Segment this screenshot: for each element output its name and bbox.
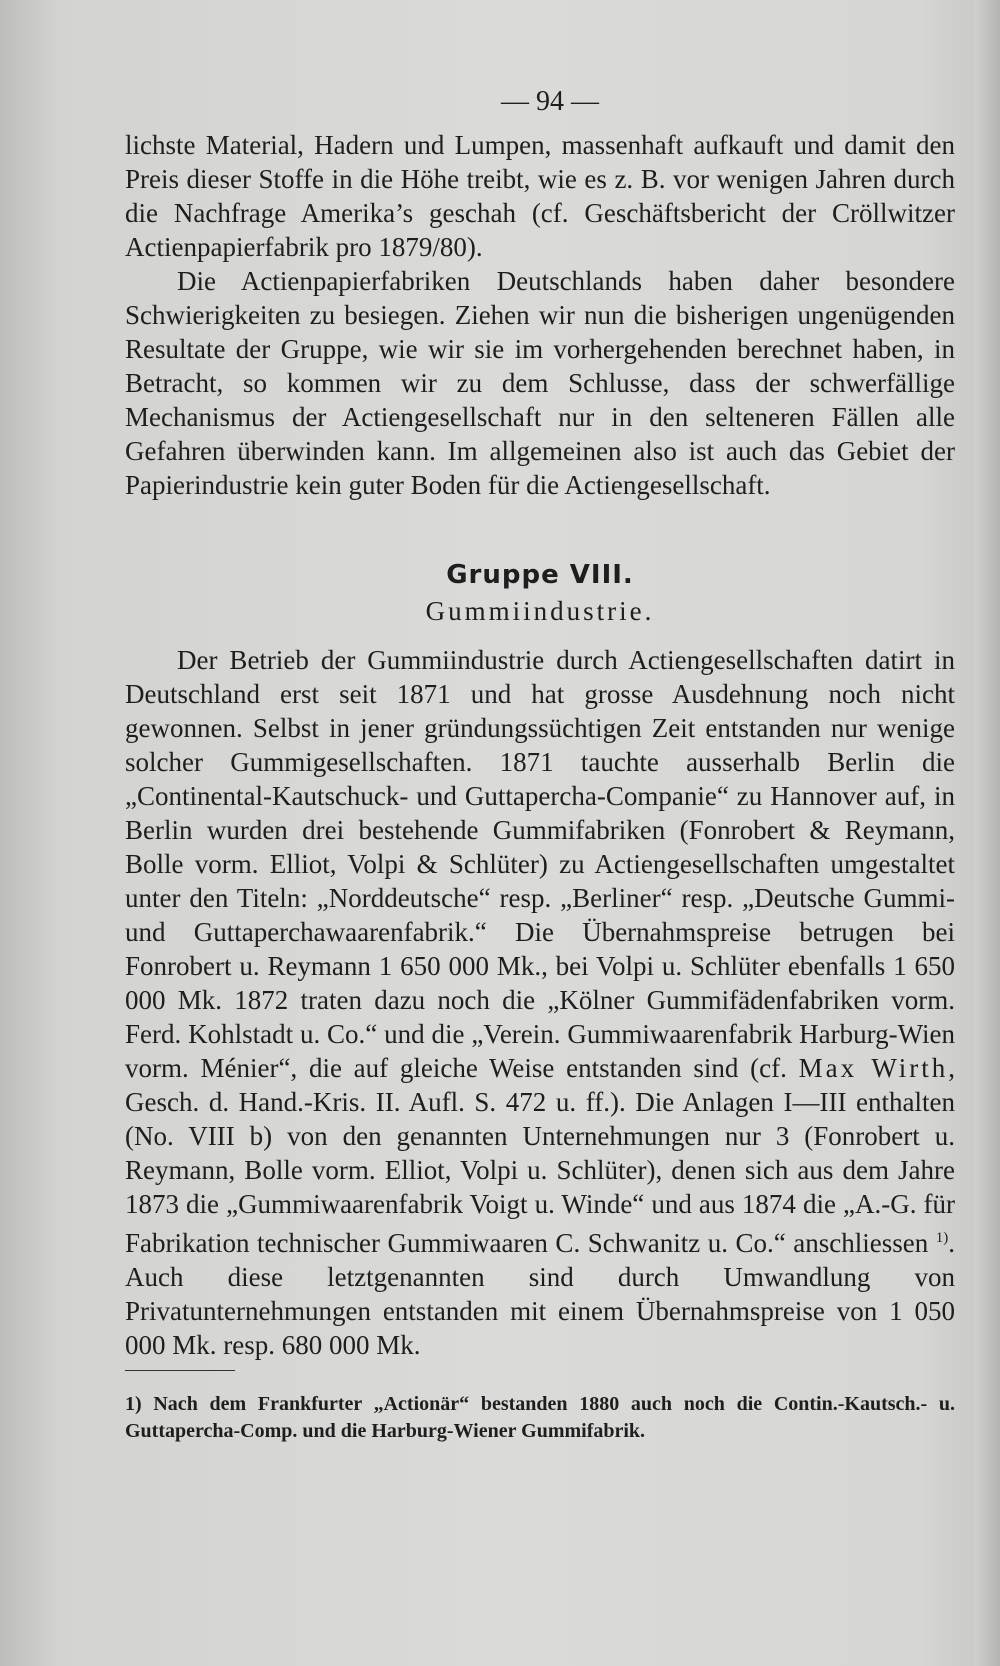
footnote-marker: 1) bbox=[125, 1393, 142, 1415]
body-text-part1: Der Betrieb der Gummiindustrie durch Actiengesellschaften datirt in Deutschland erst seit 1871 und hat grosse Ausdehnung noch nicht gewonnen. Selbst in jener gründungssüchtigen Zeit entstanden nur wenige solcher Gummigesellschaften. 1871 tauchte ausserhalb Berlin die „Continental-Kautschuck- und Guttapercha-Companie“ zu Hannover auf, in Berlin wurden drei bestehende Gummifabriken (Fonrobert & Reymann, Bolle vorm. Elliot, Volpi & Schlüter) zu Actiengesellschaften umgestaltet unter den Titeln: „Norddeutsche“ resp. „Berliner“ resp. „Deutsche Gummi- und Guttaperchawaarenfabrik.“ Die Übernahmspreise betrugen bei Fonrobert u. Reymann 1 650 000 Mk., bei Volpi u. Schlüter ebenfalls 1 650 000 Mk. 1872 traten dazu noch die „Kölner Gummifädenfabriken vorm. Ferd. Kohlstadt u. Co.“ und die „Verein. Gummiwaarenfabrik Harburg-Wien vorm. Ménier“, die auf gleiche Weise entstanden sind (cf. bbox=[125, 645, 955, 1083]
page-edge-shadow bbox=[974, 0, 1000, 1666]
footnote bbox=[125, 1391, 955, 1445]
section-heading: Gruppe VIII. bbox=[446, 560, 634, 590]
body-text-part3: . Auch diese letztgenannten sind durch Umwandlung von Privatunternehmungen entstanden mit einem Übernahmspreise von 1 050 000 Mk. resp. 680 000 Mk. bbox=[125, 1228, 956, 1360]
footnote-text: Nach dem Frankfurter „Actionär“ bestanden 1880 auch noch die Contin.-Kautsch.- u. Guttapercha-Comp. und die Harburg-Wiener Gummifabrik. bbox=[125, 1393, 955, 1442]
paragraph-continuation: lichste Material, Hadern und Lumpen, massenhaft aufkauft und damit den Preis dieser Stoffe in die Höhe treibt, wie es z. B. vor wenigen Jahren durch die Nachfrage Amerika’s geschah (cf. Geschäftsbericht der Cröllwitzer Actienpapierfabrik pro 1879/80). bbox=[125, 130, 955, 262]
page-number: — 94 — bbox=[501, 86, 599, 117]
paragraph-gummiindustrie bbox=[125, 643, 955, 1362]
paragraph-conclusion: Die Actienpapierfabriken Deutschlands haben daher besondere Schwierigkeiten zu besiegen. Ziehen wir nun die bisherigen ungenügenden Resultate der Gruppe, wie wir sie im vorhergehenden berechnet haben, in Betracht, so kommen wir zu dem Schlusse, dass der schwerfällige Mechanismus der Actiengesellschaft nur in den selteneren Fällen alle Gefahren überwinden kann. Im allgemeinen also ist auch das Gebiet der Papierindustrie kein guter Boden für die Actiengesellschaft. bbox=[125, 266, 955, 500]
author-name: Max Wirth bbox=[798, 1053, 949, 1083]
section-subheading: Gummiindustrie. bbox=[425, 596, 655, 626]
footnote-divider bbox=[125, 1370, 235, 1371]
body-text-part2: , Gesch. d. Hand.-Kris. II. Aufl. S. 472 u. ff.). Die Anlagen I—III enthalten (No. VIII b) von den genannten Unternehmungen nur 3 (Fonrobert u. Reymann, Bolle vorm. Elliot, Volpi u. Schlüter), denen sich aus dem Jahre 1873 die „Gummiwaarenfabrik Voigt u. Winde“ und aus 1874 die „A.-G. für Fabrikation technischer Gummiwaaren C. Schwanitz u. Co.“ anschliessen bbox=[125, 1053, 956, 1258]
footnote-reference: 1) bbox=[935, 1230, 949, 1246]
page-content bbox=[125, 128, 955, 1465]
